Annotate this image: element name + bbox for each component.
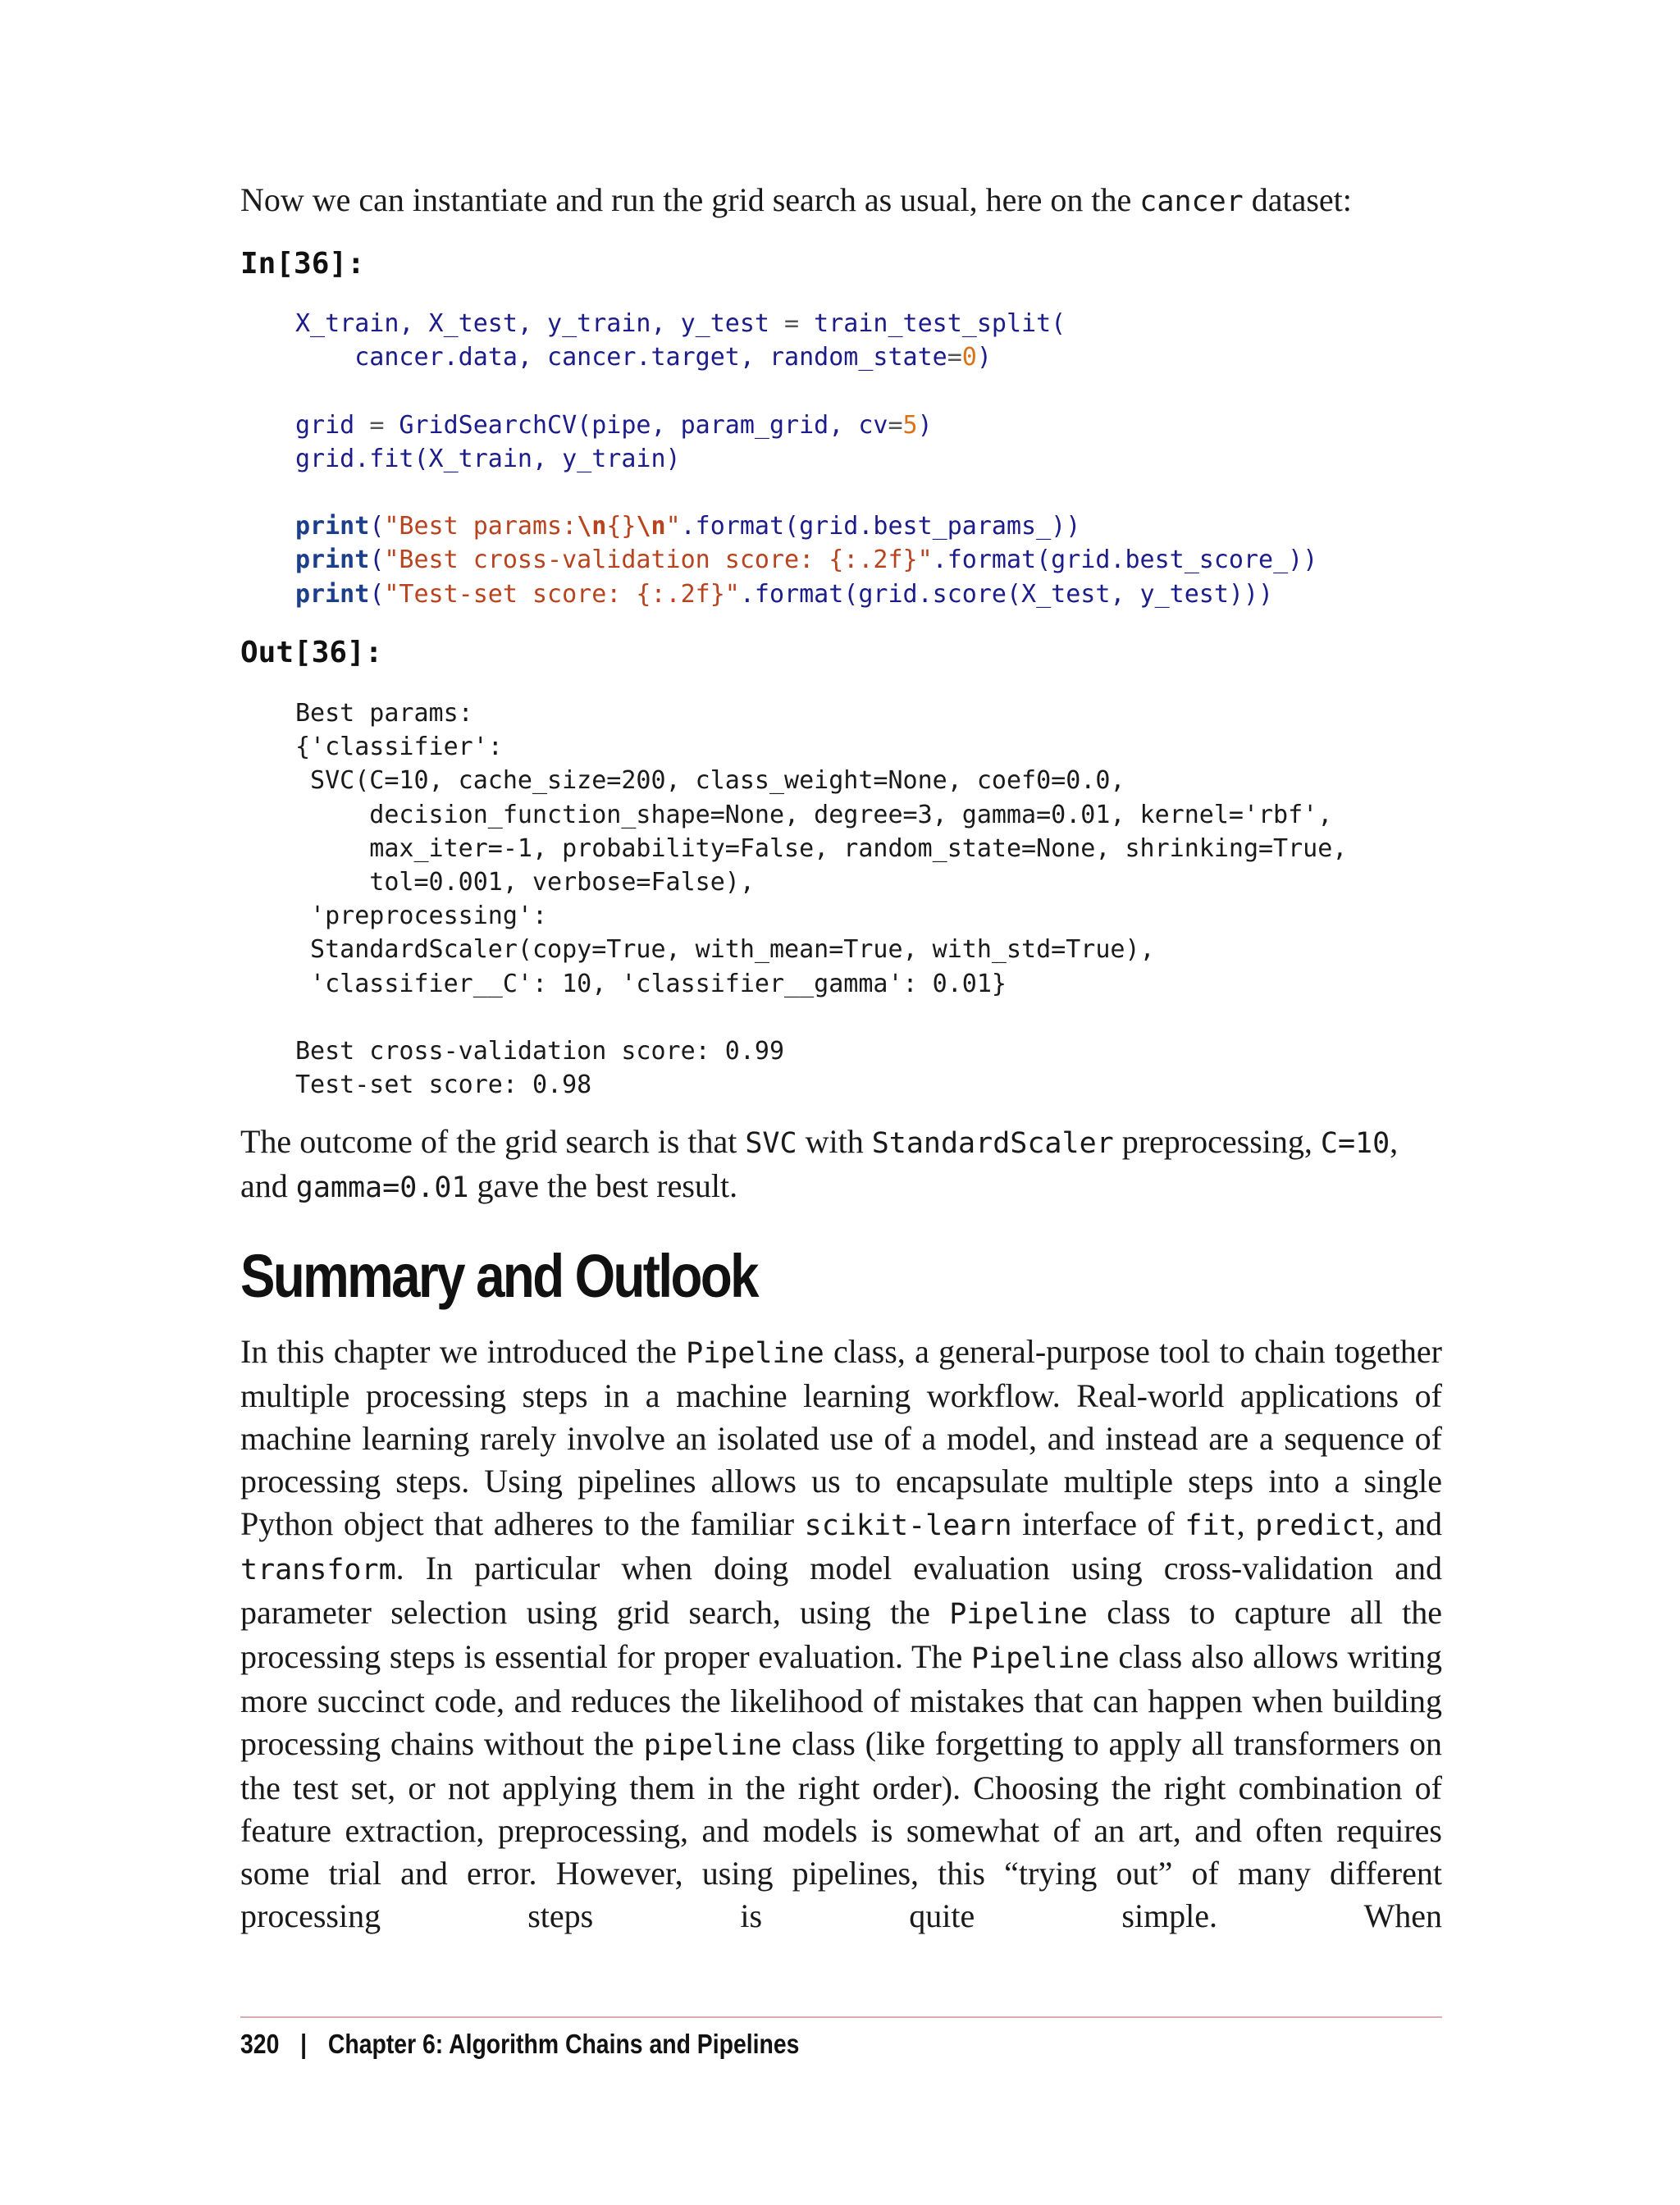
input-prompt: In[36]:	[240, 247, 365, 281]
chapter-title: Chapter 6: Algorithm Chains and Pipelines	[327, 2029, 800, 2059]
section-heading: Summary and Outlook	[240, 1242, 757, 1310]
footer-rule	[240, 2016, 1442, 2018]
intro-paragraph	[240, 179, 1442, 223]
summary-paragraph: In this chapter we introduced the Pipeline class, a general-purpose tool to chain together multiple processing steps in a machine learning workflow. Real-world applications of machine learning rarely involve an isolated use of a model, and instead are a sequence of processing steps. Using pipelines allows us to encapsulate multiple steps into a single Python object that adheres to the familiar scikit-learn interface of fit, predict, and transform. In particular when doing model evaluation using cross-validation and parameter selection using grid search, using the Pipeline class to capture all the processing steps is essential for proper evaluation. The Pipeline class also allows writing more succinct code, and reduces the likelihood of mistakes that can happen when building processing chains without the pipeline class (like forgetting to apply all transformers on the test set, or not applying them in the right order). Choosing the right combination of feature extraction, preprocessing, and models is somewhat of an art, and often requires some trial and error. However, using pipelines, this “trying out” of many different processing steps is quite simple. When	[240, 1333, 1443, 1934]
page-number: 320	[240, 2029, 280, 2059]
output-prompt: Out[36]:	[240, 636, 383, 669]
outcome-paragraph: The outcome of the grid search is that SVC with StandardScaler preprocessing, C=10, and gamma=0.01 gave the best result.	[240, 1123, 1399, 1204]
intro-text: Now we can instantiate and run the grid search as usual, here on the	[240, 181, 1140, 218]
intro-text-end: dataset:	[1243, 181, 1352, 218]
code-block-input: X_train, X_test, y_train, y_test = train_test_split( cancer.data, cancer.target, random_state=0) grid = GridSearchCV(pipe, param_grid, cv=5) grid.fit(X_train, y_train) print("Best params:\n{}\n".format(grid.best_params_)) print("Best cross-validation score: {:.2f}".format(grid.best_score_)) print("Test-set score: {:.2f}".format(grid.score(X_test, y_test)))	[295, 309, 1318, 609]
page-footer	[240, 2021, 799, 2067]
code-block-output: Best params: {'classifier': SVC(C=10, cache_size=200, class_weight=None, coef0=0.0, decision_function_shape=None, degree=3, gamma=0.01, kernel='rbf', max_iter=-1, probability=False, random_state=None, shrinking=True, tol=0.001, verbose=False), 'preprocessing': StandardScaler(copy=True, with_mean=True, with_std=True), 'classifier__C': 10, 'classifier__gamma': 0.01} Best cross-validation score: 0.99 Test-set score: 0.98	[295, 699, 1348, 1100]
inline-code-cancer: cancer	[1139, 185, 1244, 218]
footer-separator: |	[300, 2029, 308, 2059]
